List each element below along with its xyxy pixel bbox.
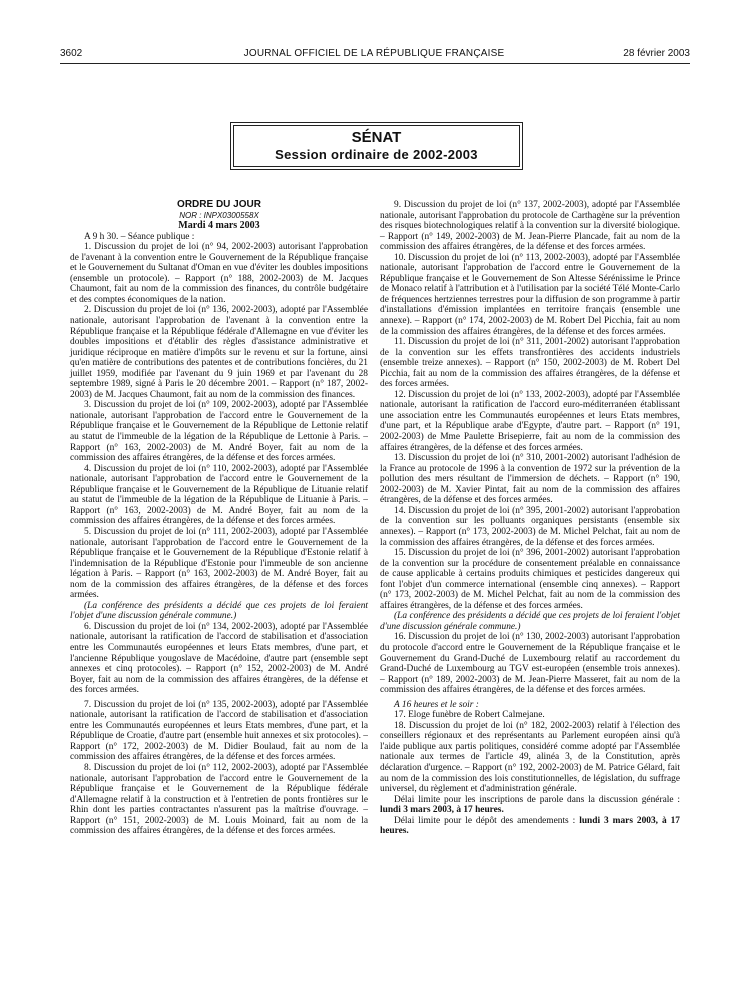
agenda-item: 8. Discussion du projet de loi (n° 112, 2002-2003), adopté par l'Assemblée nationale, autorisant l'approbation de l'accord entre le Gouvernement de la République française et le Gouvernement de la République fédérale d'Allemagne relatif à la construction et à l'entretien de ponts frontières sur le Rhin dont les parties contractantes n'assurent pas la maîtrise d'ouvrage. – Rapport (n° 151, 2002-2003) de M. Louis Moinard, fait au nom de la commission des affaires étrangères, de la défense et des forces armées. [70, 762, 368, 837]
agenda-item: 12. Discussion du projet de loi (n° 133, 2002-2003), adopté par l'Assemblée nationale, autorisant la ratification de l'accord euro-méditerranéen établissant une association entre les Communautés européennes et leurs Etats membres, d'une part, et la République arabe d'Egypte, d'autre part. – Rapport (n° 191, 2002-2003) de Mme Paulette Brisepierre, fait au nom de la commission des affaires étrangères, de la défense et des forces armées. [380, 389, 680, 453]
conference-note: (La conférence des présidents a décidé que ces projets de loi feraient l'objet d'une discussion générale commune.) [380, 611, 680, 632]
page-number: 3602 [60, 48, 83, 59]
agenda-item: 3. Discussion du projet de loi (n° 109, 2002-2003), adopté par l'Assemblée nationale, autorisant l'approbation de l'accord entre le Gouvernement de la République française et le Gouvernement de la République de Lettonie relatif au statut de l'immeuble de la légation de la République de Lettonie à Paris. – Rapport (n° 163, 2002-2003) de M. André Boyer, fait au nom de la commission des affaires étrangères, de la défense et des forces armées. [70, 400, 368, 464]
amendment-deadline-date: lundi 3 mars 2003, à 17 heures. [380, 815, 680, 837]
senat-title-box [233, 125, 520, 167]
amendment-deadline [380, 816, 680, 837]
amendment-deadline-text: Délai limite pour le dépôt des amendements : [394, 815, 576, 826]
nor-reference: NOR : INPX0300558X [179, 210, 259, 220]
conference-note: (La conférence des présidents a décidé que ces projets de loi feraient l'objet d'une discussion générale commune.) [70, 600, 368, 622]
evening-session-label: A 16 heures et le soir : [394, 699, 479, 710]
right-column [380, 200, 680, 837]
agenda-item: 14. Discussion du projet de loi (n° 395, 2001-2002) autorisant l'approbation de la convention sur les polluants organiques persistants (ensemble six annexes). – Rapport (n° 173, 2002-2003) de M. Michel Pelchat, fait au nom de la commission des affaires étrangères, de la défense et des forces armées. [380, 505, 680, 548]
speaker-deadline [380, 795, 680, 816]
issue-date: 28 février 2003 [623, 48, 690, 59]
agenda-item: 4. Discussion du projet de loi (n° 110, 2002-2003), adopté par l'Assemblée nationale, autorisant l'approbation de l'accord entre le Gouvernement de la République française et le Gouvernement de la République de Lituanie relatif au statut de l'immeuble de la légation de la République de Lituanie à Paris. – Rapport (n° 163, 2002-2003) de M. André Boyer, fait au nom de la commission des affaires étrangères, de la défense et des forces armées. [70, 463, 368, 527]
header-rule [60, 63, 690, 64]
agenda-item: 11. Discussion du projet de loi (n° 311, 2001-2002) autorisant l'approbation de la convention sur les effets transfrontières des accidents industriels (ensemble treize annexes). – Rapport (n° 150, 2002-2003) de M. Robert Del Picchia, fait au nom de la commission des affaires étrangères, de la défense et des forces armées. [380, 337, 680, 390]
agenda-item: 17. Eloge funèbre de Robert Calmejane. [394, 710, 545, 721]
agenda-item: 5. Discussion du projet de loi (n° 111, 2002-2003), adopté par l'Assemblée nationale, autorisant l'approbation de l'accord entre le Gouvernement de la République française et le Gouvernement de la République d'Estonie relatif à l'indemnisation de la République d'Estonie pour l'immeuble de son ancienne légation à Paris. – Rapport (n° 163, 2002-2003) de M. André Boyer, fait au nom de la commission des affaires étrangères, de la défense et des forces armées. [70, 526, 368, 601]
agenda-item: 2. Discussion du projet de loi (n° 136, 2002-2003), adopté par l'Assemblée nationale, autorisant l'approbation de l'avenant à la convention entre la République française et la République fédérale d'Allemagne en vue d'éviter les doubles impositions et d'établir des règles d'assistance administrative et juridique réciproque en matière d'impôts sur le revenu et sur la fortune, ainsi qu'en matière de contributions des patentes et de contributions foncières, du 21 juillet 1959, modifiée par l'avenant du 9 juin 1969 et par l'avenant du 28 septembre 1989, signé à Paris le 20 décembre 2001. – Rapport (n° 187, 2002-2003) de M. Jacques Chaumont, fait au nom de la commission des finances. [70, 305, 368, 400]
sitting-date: Mardi 4 mars 2003 [178, 220, 260, 232]
agenda-item: 13. Discussion du projet de loi (n° 310, 2001-2002) autorisant l'adhésion de la France au protocole de 1996 à la convention de 1972 sur la prévention de la pollution des mers résultant de l'immersion de déchets. – Rapport (n° 190, 2002-2003) de M. Xavier Pintat, fait au nom de la commission des affaires étrangères, de la défense et des forces armées. [380, 453, 680, 506]
agenda-item: 18. Discussion du projet de loi (n° 182, 2002-2003) relatif à l'élection des conseillers régionaux et des représentants au Parlement européen ainsi qu'à l'aide publique aux partis politiques, considéré comme adopté par l'Assemblée nationale aux termes de l'article 49, alinéa 3, de la Constitution, après déclaration d'urgence. – Rapport (n° 192, 2002-2003) de M. Patrice Gélard, fait au nom de la commission des lois constitutionnelles, de législation, du suffrage universel, du règlement et d'administration générale. [380, 720, 680, 795]
speaker-deadline-text: Délai limite pour les inscriptions de parole dans la discussion générale : [394, 794, 680, 805]
agenda-item: 15. Discussion du projet de loi (n° 396, 2001-2002) autorisant l'approbation de la convention sur la procédure de consentement préalable en connaissance de cause applicable à certains produits chimiques et pesticides dangereux qui font l'objet d'un commerce international (ensemble cinq annexes). – Rapport (n° 173, 2002-2003) de M. Michel Pelchat, fait au nom de la commission des affaires étrangères, de la défense et des forces armées. [380, 548, 680, 611]
senat-title: SÉNAT [351, 129, 402, 146]
journal-title: JOURNAL OFFICIEL DE LA RÉPUBLIQUE FRANÇAISE [243, 48, 505, 59]
speaker-deadline-date: lundi 3 mars 2003, à 17 heures. [380, 805, 504, 816]
agenda-item: 16. Discussion du projet de loi (n° 130, 2002-2003) autorisant l'approbation du protocole d'accord entre le Gouvernement de la République française et le Gouvernement du Grand-Duché de Luxembourg relatif au raccordement du Grand-Duché de Luxembourg au TGV est-européen (ensemble trois annexes). – Rapport (n° 189, 2002-2003) de M. Jean-Pierre Masseret, fait au nom de la commission des affaires étrangères, de la défense et des forces armées. [380, 632, 680, 696]
agenda-item: 1. Discussion du projet de loi (n° 94, 2002-2003) autorisant l'approbation de l'avenant à la convention entre le Gouvernement de la République française et le Gouvernement du Sultanat d'Oman en vue d'éviter les doubles impositions (ensemble un protocole). – Rapport (n° 188, 2002-2003) de M. Jacques Chaumont, fait au nom de la commission des finances, du contrôle budgétaire et des comptes économiques de la nation. [70, 242, 368, 305]
morning-session-label: A 9 h 30. – Séance publique : [84, 231, 195, 242]
agenda-item: 9. Discussion du projet de loi (n° 137, 2002-2003), adopté par l'Assemblée nationale, autorisant l'approbation du protocole de Carthagène sur la prévention des risques biotechnologiques relatif à la convention sur la diversité biologique. – Rapport (n° 149, 2002-2003) de M. Jean-Pierre Plancade, fait au nom de la commission des affaires étrangères, de la défense et des forces armées. [380, 200, 680, 253]
agenda-item: 6. Discussion du projet de loi (n° 134, 2002-2003), adopté par l'Assemblée nationale, autorisant la ratification de l'accord de stabilisation et d'association entre les Communautés européennes et leurs Etats membres, d'une part, et l'ancienne République yougoslave de Macédoine, d'autre part (ensemble sept annexes et cinq protocoles). – Rapport (n° 152, 2002-2003) de M. André Boyer, fait au nom de la commission des affaires étrangères, de la défense et des forces armées. [70, 621, 368, 696]
agenda-item: 10. Discussion du projet de loi (n° 113, 2002-2003), adopté par l'Assemblée nationale, autorisant l'approbation de l'accord entre le Gouvernement de la République française et le Gouvernement de Son Altesse Sérénissime le Prince de Monaco relatif à l'attribution et à l'utilisation par la société Télé Monte-Carlo de fréquences hertziennes terrestres pour la diffusion de son programme à partir d'installations d'émission implantées en territoire français (ensemble une annexe). – Rapport (n° 174, 2002-2003) de M. Robert Del Picchia, fait au nom de la commission des affaires étrangères, de la défense et des forces armées. [380, 252, 680, 337]
ordre-du-jour-heading: ORDRE DU JOUR [177, 199, 261, 210]
session-subtitle: Session ordinaire de 2002-2003 [275, 147, 478, 162]
agenda-item: 7. Discussion du projet de loi (n° 135, 2002-2003), adopté par l'Assemblée nationale, autorisant la ratification de l'accord de stabilisation et d'association entre les Communautés européennes et leurs Etats membres, d'une part, et la République de Croatie, d'autre part (ensemble huit annexes et six protocoles). – Rapport (n° 172, 2002-2003) de M. Didier Boulaud, fait au nom de la commission des affaires étrangères, de la défense et des forces armées. [70, 699, 368, 763]
left-column [70, 200, 368, 837]
